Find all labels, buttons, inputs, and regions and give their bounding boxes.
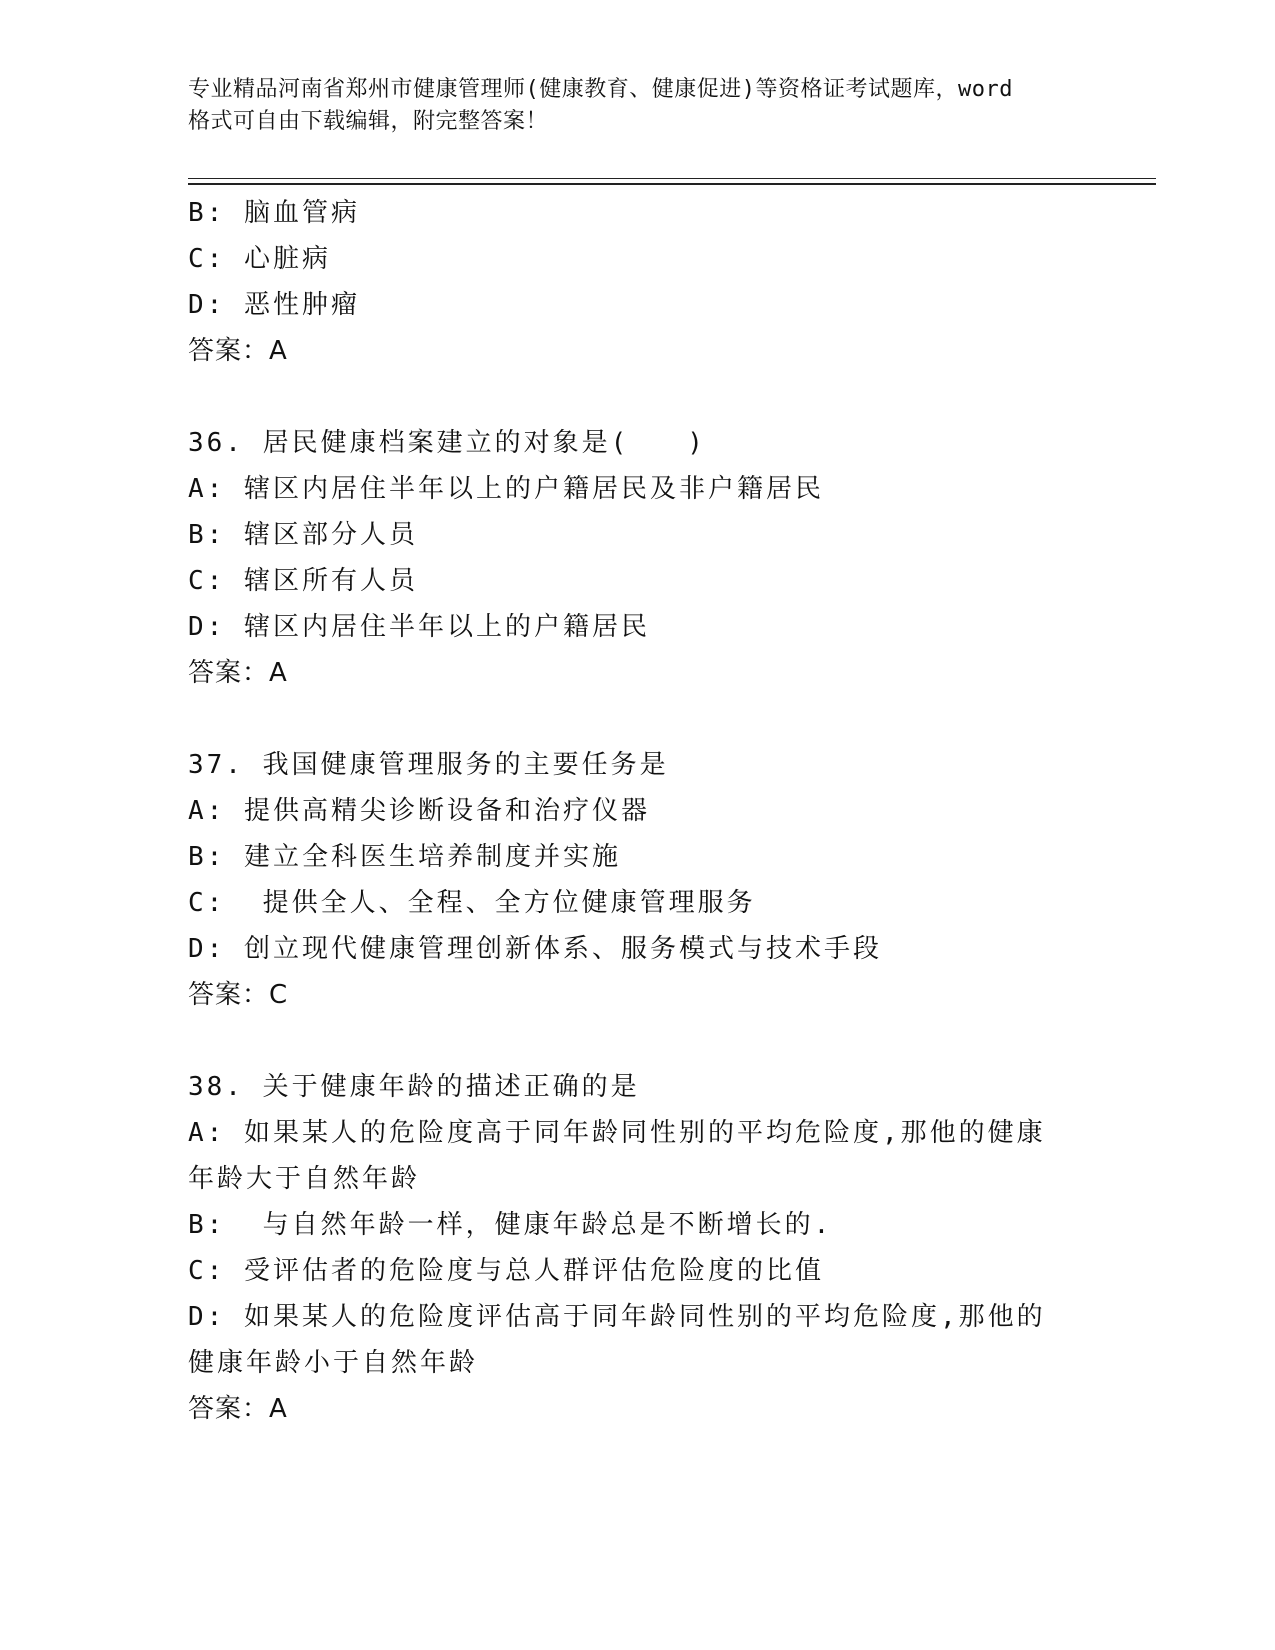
q37-option-d: D: 创立现代健康管理创新体系、服务模式与技术手段 [188,934,882,964]
document-header [188,74,1088,138]
q36-option-b: B: 辖区部分人员 [188,520,418,550]
q36-question: 36. 居民健康档案建立的对象是( ) [188,428,706,458]
q36-option-c: C: 辖区所有人员 [188,566,418,596]
header-line-1: 专业精品河南省郑州市健康管理师(健康教育、健康促进)等资格证考试题库，word [188,77,1013,102]
spacer [188,374,1068,420]
q37-option-b: B: 建立全科医生培养制度并实施 [188,842,621,872]
q37-option-a: A: 提供高精尖诊断设备和治疗仪器 [188,796,650,826]
question-content [188,190,1068,1432]
spacer [188,696,1068,742]
q37-question: 37. 我国健康管理服务的主要任务是 [188,750,669,780]
q38-option-a: A: 如果某人的危险度高于同年龄同性别的平均危险度,那他的健康年龄大于自然年龄 [188,1118,1046,1194]
header-rule-thin [188,178,1156,179]
q36-option-a: A: 辖区内居住半年以上的户籍居民及非户籍居民 [188,474,824,504]
header-rule-thick [188,183,1156,185]
q38-option-c: C: 受评估者的危险度与总人群评估危险度的比值 [188,1256,824,1286]
prev-answer: 答案：A [188,336,288,366]
prev-option-d: D: 恶性肿瘤 [188,290,360,320]
q38-option-d: D: 如果某人的危险度评估高于同年龄同性别的平均危险度,那他的健康年龄小于自然年龄 [188,1302,1046,1378]
prev-option-b: B: 脑血管病 [188,198,360,228]
header-line-2: 格式可自由下载编辑，附完整答案！ [188,109,549,134]
q37-option-c: C: 提供全人、全程、全方位健康管理服务 [188,888,756,918]
q38-question: 38. 关于健康年龄的描述正确的是 [188,1072,640,1102]
spacer [188,1018,1068,1064]
prev-option-c: C: 心脏病 [188,244,331,274]
q38-option-b: B: 与自然年龄一样，健康年龄总是不断增长的. [188,1210,833,1240]
q37-answer: 答案：C [188,980,289,1010]
q36-option-d: D: 辖区内居住半年以上的户籍居民 [188,612,650,642]
q36-answer: 答案：A [188,658,288,688]
q38-answer: 答案：A [188,1394,288,1424]
